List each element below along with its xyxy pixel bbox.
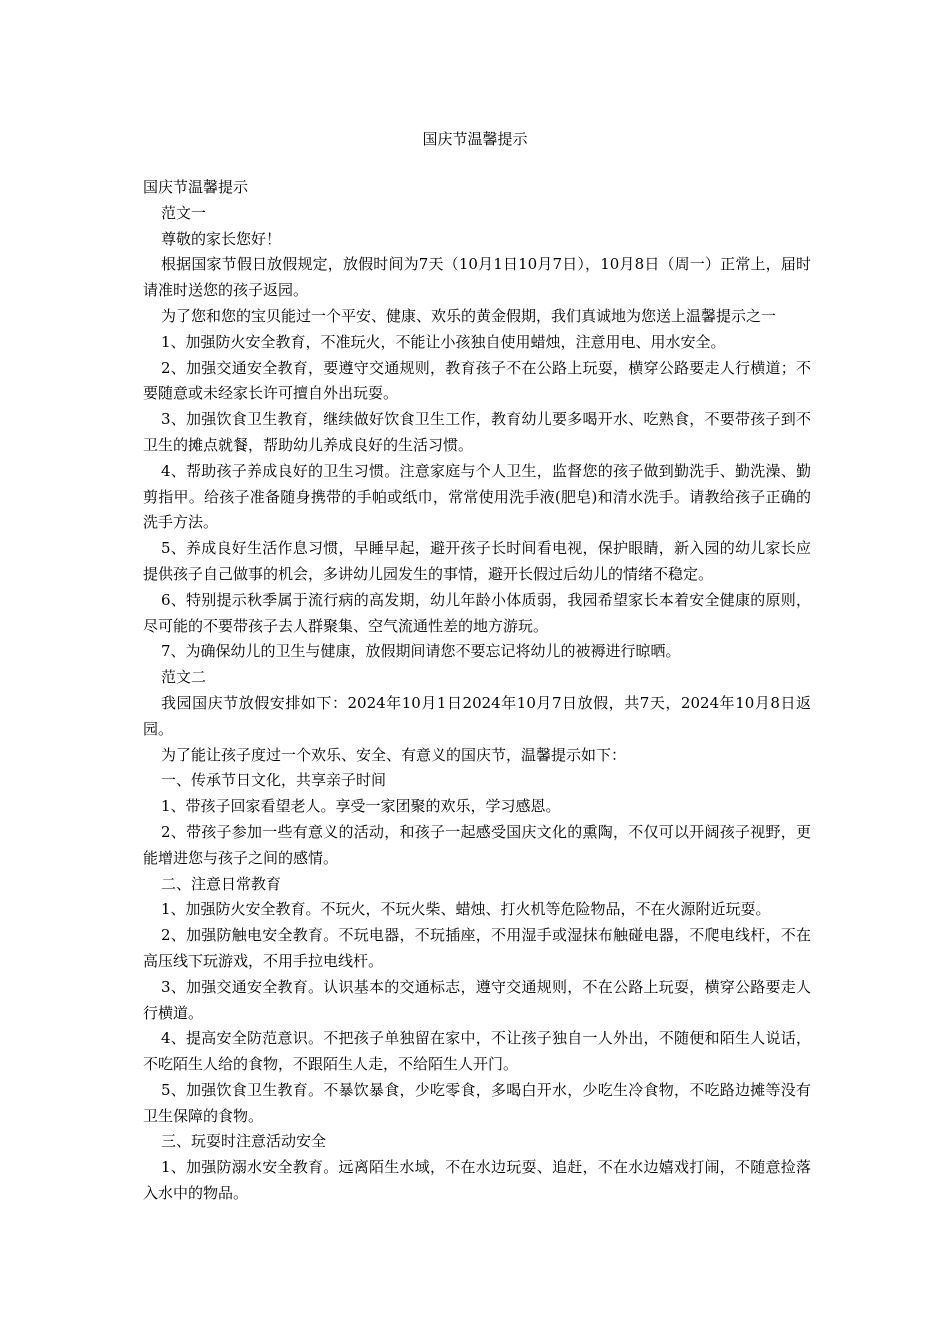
list-item: 1、加强防溺水安全教育。远离陌生水域，不在水边玩耍、追赶，不在水边嬉戏打闹，不随意捡落入水中的物品。: [143, 1158, 811, 1203]
list-item: 1、带孩子回家看望老人。享受一家团聚的欢乐，学习感恩。: [161, 797, 561, 816]
list-item: 4、提高安全防范意识。不把孩子单独留在家中，不让孩子独自一人外出，不随便和陌生人说话，不吃陌生人给的食物，不跟陌生人走，不给陌生人开门。: [143, 1029, 811, 1074]
list-item: 7、为确保幼儿的卫生与健康，放假期间请您不要忘记将幼儿的被褥进行晾晒。: [161, 642, 681, 661]
list-item: 3、加强饮食卫生教育，继续做好饮食卫生工作，教育幼儿要多喝开水、吃熟食，不要带孩子到不卫生的摊点就餐，帮助幼儿养成良好的生活习惯。: [143, 410, 811, 454]
subsection-heading: 三、玩耍时注意活动安全: [161, 1132, 327, 1151]
list-item: 4、帮助孩子养成良好的卫生习惯。注意家庭与个人卫生，监督您的孩子做到勤洗手、勤洗澡、勤剪指甲。给孩子准备随身携带的手帕或纸巾，常常使用洗手液(肥皂)和清水洗手。请教给孩子正确的洗手方法。: [143, 461, 811, 532]
section-heading: 范文二: [161, 668, 207, 687]
subsection-heading: 二、注意日常教育: [161, 874, 282, 893]
page-title: 国庆节温馨提示: [422, 130, 528, 148]
list-item: 2、加强防触电安全教育。不玩电器，不玩插座，不用湿手或湿抹布触碰电器，不爬电线杆，不在高压线下玩游戏，不用手拉电线杆。: [143, 926, 811, 970]
greeting: 尊敬的家长您好！: [161, 229, 282, 248]
list-item: 2、加强交通安全教育，要遵守交通规则，教育孩子不在公路上玩耍，横穿公路要走人行横道；不要随意或未经家长许可擅自外出玩耍。: [143, 358, 811, 403]
document-body: [143, 175, 811, 1207]
paragraph: 为了能让孩子度过一个欢乐、安全、有意义的国庆节，温馨提示如下：: [161, 745, 627, 764]
list-item: 1、加强防火安全教育。不玩火，不玩火柴、蜡烛、打火机等危险物品，不在火源附近玩耍。: [161, 900, 771, 919]
list-item: 6、特别提示秋季属于流行病的高发期，幼儿年龄小体质弱，我园希望家长本着安全健康的原则，尽可能的不要带孩子去人群聚集、空气流通性差的地方游玩。: [143, 590, 811, 635]
paragraph: 为了您和您的宝贝能过一个平安、健康、欢乐的黄金假期，我们真诚地为您送上温馨提示之一: [161, 306, 777, 325]
list-item: 2、带孩子参加一些有意义的活动，和孩子一起感受国庆文化的熏陶，不仅可以开阔孩子视野，更能增进您与孩子之间的感情。: [143, 822, 811, 867]
list-item: 1、加强防火安全教育，不准玩火，不能让小孩独自使用蜡烛，注意用电、用水安全。: [161, 332, 726, 351]
section-heading: 范文一: [161, 203, 207, 222]
paragraph: 我园国庆节放假安排如下：2024年10月1日2024年10月7日放假，共7天，2024年10月8日返园。: [143, 693, 811, 738]
subsection-heading: 一、传承节日文化，共享亲子时间: [161, 771, 387, 790]
paragraph: 根据国家节假日放假规定，放假时间为7天（10月1日10月7日），10月8日（周一）正常上，届时请准时送您的孩子返园。: [143, 255, 811, 300]
list-item: 5、加强饮食卫生教育。不暴饮暴食，少吃零食，多喝白开水，少吃生冷食物，不吃路边摊等没有卫生保障的食物。: [143, 1080, 811, 1125]
list-item: 3、加强交通安全教育。认识基本的交通标志，遵守交通规则，不在公路上玩耍，横穿公路要走人行横道。: [143, 977, 811, 1022]
list-item: 5、养成良好生活作息习惯，早睡早起，避开孩子长时间看电视，保护眼睛，新入园的幼儿家长应提供孩子自己做事的机会，多讲幼儿园发生的事情，避开长假过后幼儿的情绪不稳定。: [143, 539, 811, 583]
subtitle: 国庆节温馨提示: [143, 178, 249, 196]
